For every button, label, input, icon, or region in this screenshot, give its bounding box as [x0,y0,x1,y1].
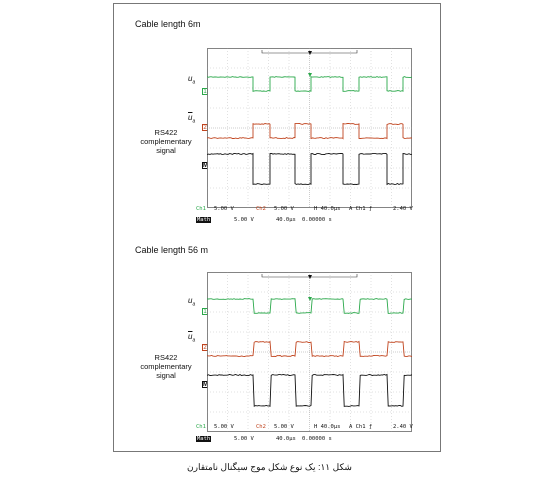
math-readout: Math 5.00 V 40.0µs 0.00000 s [197,217,332,223]
math-marker: M [203,382,208,388]
position-readout: 0.00000 s [302,217,332,223]
oscilloscope-screen-56m [207,272,412,432]
oscilloscope-screen-6m [207,48,412,208]
math-marker: M [203,163,208,169]
math-readout: Math 5.00 V 40.0µs 0.00000 s [197,436,332,442]
channel1-label: $u_a$ [188,74,196,86]
oscilloscope-panel-56m [114,228,442,452]
panel-title: Cable length 6m [135,19,201,29]
figure-caption: شکل ۱۱: یک نوع شکل موج سیگنال نامتقارن [187,462,352,472]
signal-type-label: RS422 complementary signal [140,128,192,155]
channel2-marker: 2 [203,345,207,351]
channel1-marker: 1 [203,89,207,95]
channel1-label: $u_a$ [188,296,196,308]
position-readout: 0.00000 s [302,436,332,442]
panel-title: Cable length 56 m [135,245,209,255]
channel2-label: $\overline{u}_a$ [188,332,196,344]
channel-readout: Ch1 5.00 V Ch2 5.00 V H 40.0µs A Ch1 ƒ 2.40 V [196,424,413,430]
channel-readout: Ch1 5.00 V Ch2 5.00 V H 40.0µs A Ch1 ƒ 2.40 V [196,206,413,212]
signal-type-label: RS422 complementary signal [140,353,192,380]
figure-frame [113,3,441,452]
oscilloscope-panel-6m [114,4,442,228]
channel2-marker: 2 [203,125,207,131]
channel2-label: $\overline{u}_a$ [188,113,196,125]
channel1-marker: 1 [203,309,207,315]
